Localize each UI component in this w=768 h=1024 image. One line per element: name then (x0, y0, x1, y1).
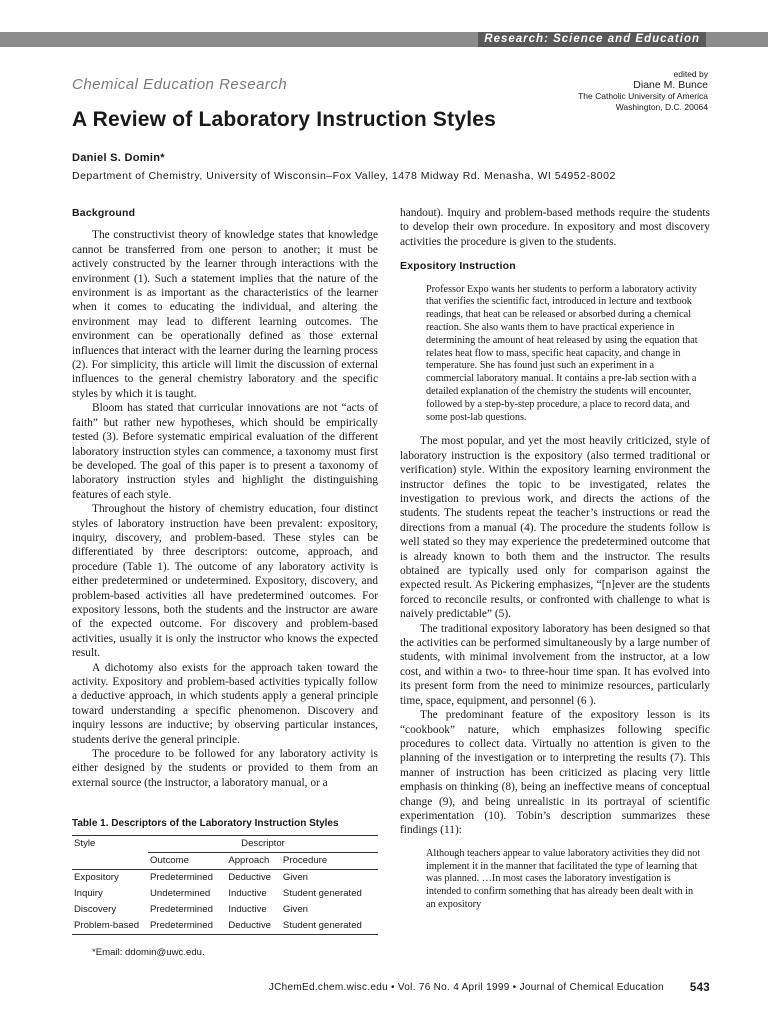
editor-block (578, 69, 708, 113)
section-title: Chemical Education Research (72, 76, 288, 93)
author-email-footnote: *Email: ddomin@uwc.edu. (92, 947, 205, 958)
table-cell: Discovery (74, 904, 117, 915)
table-cell: Given (282, 872, 308, 883)
table-header-descriptor: Descriptor (148, 836, 378, 853)
table-header-outcome: Outcome (150, 855, 189, 866)
descriptor-table (72, 835, 378, 935)
author-name: Daniel S. Domin* (72, 152, 165, 164)
table-cell: Inquiry (74, 888, 103, 899)
table-caption: Table 1. Descriptors of the Laboratory Instruction Styles (72, 818, 339, 829)
left-column (72, 206, 378, 790)
table-cell: Expository (74, 872, 119, 883)
heading-expository: Expository Instruction (400, 260, 516, 273)
paragraph: The traditional expository laboratory has been designed so that the activities can be performed simultaneously by a large number of students, with minimal involvement from the instructor, at a low cost, and within a two- to three-hour time span. It has evolved into its present form from the need to minimize resources, particularly time, space, equipment, and personnel (6 ). (400, 622, 710, 707)
table-row (72, 918, 378, 935)
page-number: 543 (689, 982, 710, 994)
table-cell: Given (282, 904, 308, 915)
table-cell: Predetermined (150, 920, 213, 931)
table-cell: Student generated (282, 888, 362, 899)
table-cell: Student generated (282, 920, 362, 931)
author-affiliation: Department of Chemistry, University of Wisconsin–Fox Valley, 1478 Midway Rd. Menasha, WI 54952-8002 (72, 170, 616, 182)
table-cell: Inductive (228, 888, 267, 899)
right-column (400, 206, 710, 922)
block-quote: Although teachers appear to value laboratory activities they did not implement it in the manner that facilitated the type of learning that was planned. …In most cases the laboratory investigation is intended to confirm something that has already been dealt with in an expository (426, 847, 701, 910)
table-block (72, 818, 382, 935)
table-row (72, 886, 378, 902)
page-footer (72, 982, 710, 994)
table-cell: Predetermined (150, 872, 213, 883)
table-cell: Inductive (228, 904, 267, 915)
paragraph: Throughout the history of chemistry education, four distinct styles of laboratory instruction have been prevalent: expository, inquiry, discovery, and problem-based. These styles can be differentiated by three descriptors: outcome, approach, and procedure (Table 1). The outcome of any laboratory activity is either predetermined or undetermined. Expository, discovery, and problem-based activities all have predetermined outcomes. For expository lessons, both the students and the instructor are aware of the expected outcome. For discovery and problem-based activities, usually it is only the instructor who knows the expected result. (72, 503, 378, 660)
paragraph: The constructivist theory of knowledge states that knowledge cannot be transferred from one person to another; it must be actively constructed by the learner through interactions with the environment (1). Such a statement implies that the nature of the environment is as important as the characteristics of the learner when it comes to educating the individual, and altering the environment may lead to different learning outcomes. The environment can be operationally defined as those external influences that interact with the learner during the learning process (2). For simplicity, this article will limit the discussion of external influences to the general chemistry laboratory and the specific styles by which it is taught. (72, 229, 378, 400)
table-cell: Problem-based (74, 920, 140, 931)
paragraph: The procedure to be followed for any laboratory activity is either designed by the students or provided to them from an external source (the instructor, a laboratory manual, or a (72, 748, 378, 789)
table-header-approach: Approach (228, 855, 270, 866)
table-cell: Deductive (228, 872, 271, 883)
section-banner: Research: Science and Education (478, 32, 706, 47)
paragraph: A dichotomy also exists for the approach taken toward the activity. Expository and problem-based activities typically follow a deductive approach, in which students apply a general principle toward understanding a specific phenomenon. Discovery and inquiry lessons are inductive; by observing particular instances, students derive the general principle. (72, 661, 378, 746)
table-cell: Predetermined (150, 904, 213, 915)
paragraph: The most popular, and yet the most heavily criticized, style of laboratory instruction is the expository (also termed traditional or verification) style. Within the expository learning environment the instructor defines the topic to be investigated, relates the investigation to previous work, and directs the actions of the students. The students repeat the teacher’s instructions or read the directions from a manual (4). The procedure the students follow is well stated so they may experience the predetermined outcome that is already known to both them and the instructor. The results obtained are typically used only for comparison against the expected result. As Pickering emphasizes, “[n]ever are the students forced to reconcile results, or confronted with challenge to what is naively predictable” (5). (400, 435, 710, 621)
editor-name: Diane M. Bunce (633, 79, 708, 91)
table-cell: Undetermined (150, 888, 211, 899)
edited-by: edited by (673, 69, 708, 79)
paragraph-continued: handout). Inquiry and problem-based methods require the students to develop their own procedure. In expository and most discovery activities the procedure is given to the students. (400, 207, 710, 248)
table-cell: Deductive (228, 920, 271, 931)
table-header-procedure: Procedure (282, 855, 328, 866)
heading-background: Background (72, 207, 136, 219)
editor-location: Washington, D.C. 20064 (615, 102, 708, 112)
block-quote: Professor Expo wants her students to perform a laboratory activity that verifies the scientific fact, introduced in lecture and textbook readings, that heat can be released or absorbed during a chemical reaction. She also wants them to have practical experience in determining the amount of heat released by using the equation that relates heat flow to mass, specific heat capacity, and change in temperature. She has found just such an experiment in a commercial laboratory manual. It contains a pre-lab section with a detailed explanation of the chemistry the students will encounter, followed by a step-by-step procedure, a place to record data, and some post-lab questions. (426, 283, 698, 423)
table-row (72, 870, 378, 887)
table-header-style: Style (72, 836, 148, 870)
table-row (72, 902, 378, 918)
editor-affiliation: The Catholic University of America (578, 91, 708, 101)
paragraph: Bloom has stated that curricular innovations are not “acts of faith” but rather new hypotheses, which should be empirically tested (3). Before systematic empirical evaluation of the different laboratory instruction styles can commence, a taxonomy must first be developed. The goal of this paper is to present a taxonomy of laboratory instruction styles and highlight the distinguishing features of each style. (72, 402, 378, 501)
article-title: A Review of Laboratory Instruction Styles (72, 108, 497, 131)
footer-journal: JChemEd.chem.wisc.edu • Vol. 76 No. 4 April 1999 • Journal of Chemical Education (268, 982, 664, 993)
header-bar (0, 32, 768, 47)
paragraph: The predominant feature of the expository lesson is its “cookbook” nature, which emphasizes following specific procedures to collect data. Virtually no attention is given to the planning of the investigation or to interpreting the results (7). This manner of instruction has been criticized as placing very little emphasis on thinking (8), being an ineffective means of conceptual change (9), and being unrealistic in its portrayal of scientific experimentation (10). Tobin’s description summarizes these findings (11): (400, 709, 710, 837)
